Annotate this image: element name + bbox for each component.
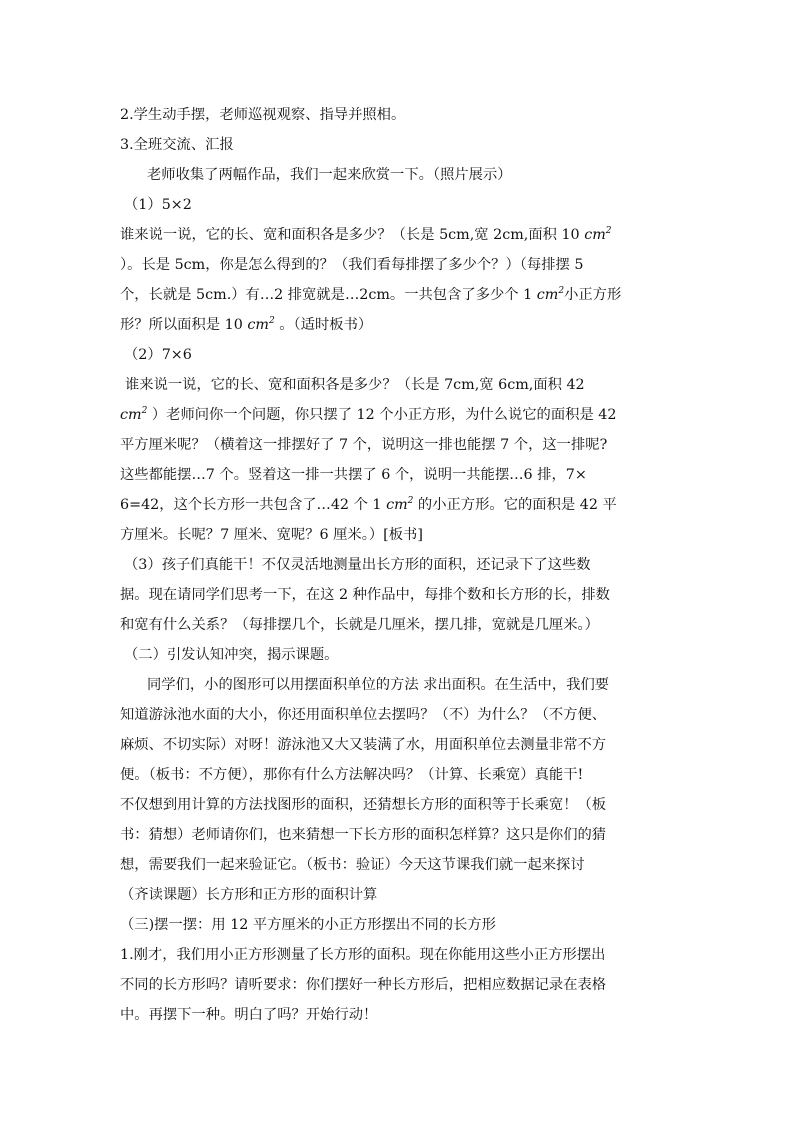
text-line: 和宽有什么关系？（每排摆几个，长就是几厘米，摆几排，宽就是几厘米。） (120, 617, 599, 633)
text-line: 平方厘米呢？（横着这一排摆好了 7 个，说明这一排也能摆 7 个，这一排呢? (120, 437, 608, 453)
text-line: （2）7×6 (124, 347, 192, 363)
text-line: （三)摆一摆：用 12 平方厘米的小正方形摆出不同的长方形 (120, 917, 496, 933)
text-line: 便。（板书：不方便），那你有什么方法解决吗？（计算、长乘宽）真能干! (120, 767, 584, 783)
text-line: 据。现在请同学们思考一下，在这 2 种作品中，每排个数和长方形的长，排数 (120, 587, 610, 603)
text-line: $cm^2$ ）老师问你一个问题，你只摆了 12 个小正方形，为什么说它的面积是 42 (120, 406, 617, 423)
unit-symbol: $cm^2$ (584, 226, 612, 243)
unit-symbol: $cm^2$ (120, 406, 148, 423)
text-line: （齐读课题）长方形和正方形的面积计算 (120, 887, 378, 903)
text-line: 谁来说一说，它的长、宽和面积各是多少？（长是 5cm,宽 2cm,面积 10 $cm^2$ (120, 226, 612, 243)
unit-symbol: $cm^2$ (386, 496, 414, 513)
text-line: （二）引发认知冲突，揭示课题。 (124, 647, 339, 663)
text-line: 老师收集了两幅作品，我们一起来欣赏一下。（照片展示） (147, 167, 512, 183)
text-line: 想，需要我们一起来验证它。（板书：验证）今天这节课我们就一起来探讨 (120, 857, 585, 873)
text-line: 方厘米。长呢？7 厘米、宽呢？6 厘米。）[板书] (120, 527, 423, 543)
text-line: 中。再摆下一种。明白了吗？开始行动！ (120, 1007, 378, 1023)
text-line: （3）孩子们真能干！不仅灵活地测量出长方形的面积，还记录下了这些数 (124, 557, 591, 573)
text-line: 同学们，小的图形可以用摆面积单位的方法 求出面积。在生活中，我们要 (147, 677, 610, 693)
text-line: 个，长就是 5cm.）有…2 排宽就是…2cm。一共包含了多少个 1 $cm^2$小正方形 (120, 286, 622, 303)
text-line: 谁来说一说，它的长、宽和面积各是多少？（长是 7cm,宽 6cm,面积 42 (125, 377, 585, 393)
text-line: 6=42，这个长方形一共包含了…42 个 1 $cm^2$ 的小正方形。它的面积是 42 平 (120, 496, 617, 513)
text-line: 2.学生动手摆，老师巡视观察、指导并照相。 (120, 107, 406, 123)
text-line: 1.刚才，我们用小正方形测量了长方形的面积。现在你能用这些小正方形摆出 (120, 947, 606, 963)
unit-symbol: $cm^2$ (536, 286, 565, 303)
text-line: 形？所以面积是 10 $cm^2$ 。（适时板书） (120, 316, 373, 333)
unit-symbol: $cm^2$ (247, 316, 275, 333)
text-line: 知道游泳池水面的大小，你还用面积单位去摆吗？（不）为什么？（不方便、 (120, 707, 607, 723)
text-line: 不仅想到用计算的方法找图形的面积，还猜想长方形的面积等于长乘宽！（板 (120, 797, 607, 813)
text-line: 不同的长方形吗？请听要求：你们摆好一种长方形后，把相应数据记录在表格 (120, 977, 607, 993)
text-line: 这些都能摆…7 个。竖着这一排一共摆了 6 个，说明一共能摆…6 排，7× (120, 467, 587, 483)
text-line: ）。长是 5cm，你是怎么得到的？（我们看每排摆了多少个？）（每排摆 5 (120, 257, 584, 273)
text-line: （1）5×2 (124, 197, 192, 213)
text-line: 麻烦、不切实际）对呀！游泳池又大又装满了水，用面积单位去测量非常不方 (120, 737, 607, 753)
text-line: 3.全班交流、汇报 (120, 137, 234, 153)
text-line: 书：猜想）老师请你们，也来猜想一下长方形的面积怎样算？这只是你们的猜 (120, 827, 607, 843)
